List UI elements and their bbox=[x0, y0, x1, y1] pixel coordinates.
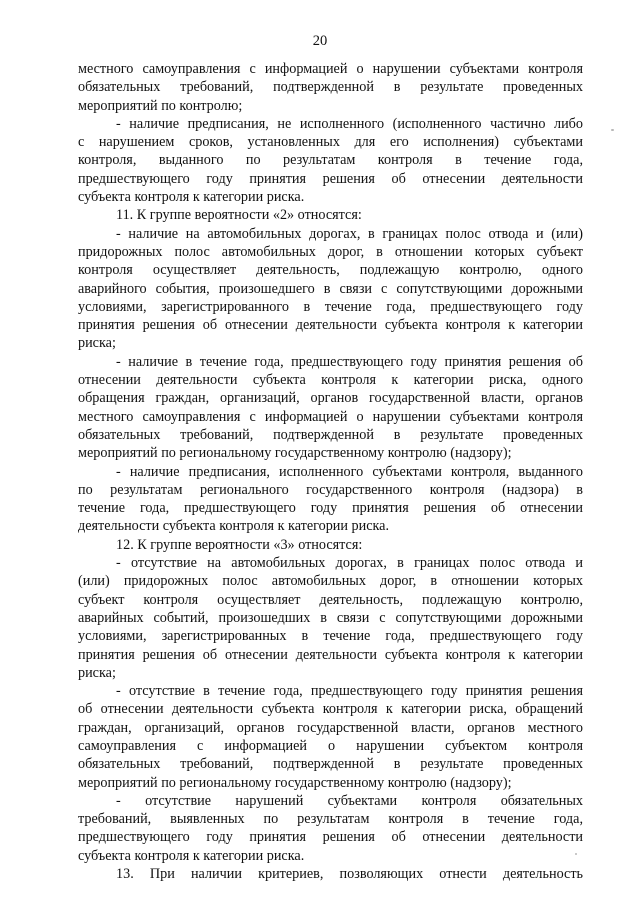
text-line: контроля осуществляет деятельность, подлежащую контролю, одного bbox=[78, 262, 583, 279]
text-line: предшествующего году принятия решения об отнесении деятельности bbox=[78, 829, 583, 846]
text-line: субъекта контроля к категории риска. bbox=[78, 189, 305, 206]
text-line: - наличие в течение года, предшествующего году принятия решения об bbox=[116, 353, 583, 370]
text-line: (или) придорожных полос автомобильных дорог, в отношении которых bbox=[78, 573, 583, 590]
text-line: - наличие предписания, не исполненного (исполненного частично либо bbox=[116, 115, 583, 132]
text-line: самоуправления с информацией о нарушении субъектом контроля bbox=[78, 737, 583, 754]
text-line: принятия решения об отнесении деятельности субъекта контроля к категории bbox=[78, 317, 583, 334]
text-line: мероприятий по региональному государственному контролю (надзору); bbox=[78, 445, 512, 462]
text-line: субъект контроля осуществляет деятельность, подлежащую контролю, bbox=[78, 591, 583, 608]
text-line: предшествующего году принятия решения об отнесении деятельности bbox=[78, 170, 583, 187]
text-line: принятия решения об отнесении деятельности субъекта контроля к категории bbox=[78, 646, 583, 663]
scan-artifact-mark bbox=[575, 853, 577, 855]
text-line: риска; bbox=[78, 664, 116, 681]
text-line: местного самоуправления с информацией о нарушении субъектами контроля bbox=[78, 61, 583, 77]
text-line: аварийного события, произошедшего в связи с сопутствующими дорожными bbox=[78, 280, 583, 297]
text-line: по результатам регионального государственного контроля (надзора) в bbox=[78, 481, 583, 498]
text-line: мероприятий по региональному государственному контролю (надзору); bbox=[78, 774, 512, 791]
text-line: - наличие предписания, исполненного субъектами контроля, выданного bbox=[116, 463, 583, 480]
text-line: обязательных требований, подтвержденной в результате проведенных bbox=[78, 756, 583, 773]
text-line: обращения граждан, организаций, органов государственной власти, органов bbox=[78, 390, 583, 407]
text-line: отнесении деятельности субъекта контроля к категории риска, одного bbox=[78, 372, 583, 389]
text-line: аварийных событий, произошедших в связи с сопутствующими дорожными bbox=[78, 609, 583, 626]
page-number: 20 bbox=[312, 33, 328, 49]
text-line: контроля, выданного по результатам контроля в течение года, bbox=[78, 152, 583, 169]
text-line: 12. К группе вероятности «3» относятся: bbox=[116, 536, 363, 553]
text-line: местного самоуправления с информацией о нарушении субъектами контроля bbox=[78, 408, 583, 425]
text-line: 11. К группе вероятности «2» относятся: bbox=[116, 207, 362, 224]
text-line: течение года, предшествующего году принятия решения об отнесении bbox=[78, 500, 583, 517]
text-line: деятельности субъекта контроля к категории риска. bbox=[78, 518, 390, 535]
text-line: с нарушением сроков, установленных для его исполнения) субъектами bbox=[78, 134, 583, 151]
text-line: условиями, зарегистрированных в течение года, предшествующего году bbox=[78, 628, 583, 645]
text-line: граждан, организаций, органов государственной власти, органов местного bbox=[78, 719, 583, 736]
text-line: обязательных требований, подтвержденной в результате проведенных bbox=[78, 79, 583, 96]
text-line: обязательных требований, подтвержденной в результате проведенных bbox=[78, 426, 583, 443]
text-line: - отсутствие в течение года, предшествующего году принятия решения bbox=[116, 683, 583, 700]
text-line: - наличие на автомобильных дорогах, в границах полос отвода и (или) bbox=[116, 225, 583, 242]
text-line: условиями, зарегистрированного в течение года, предшествующего году bbox=[78, 298, 583, 315]
text-line: 13. При наличии критериев, позволяющих отнести деятельность bbox=[116, 866, 583, 883]
text-line: об отнесении деятельности субъекта контроля к категории риска, обращений bbox=[78, 701, 583, 718]
text-line: - отсутствие на автомобильных дорогах, в границах полос отвода и bbox=[116, 555, 583, 572]
document-body bbox=[78, 60, 583, 883]
text-line: риска; bbox=[78, 335, 116, 352]
text-line: требований, выявленных по результатам контроля в течение года, bbox=[78, 811, 583, 828]
scan-artifact-mark bbox=[611, 129, 614, 131]
text-line: мероприятий по контролю; bbox=[78, 97, 243, 114]
text-line: придорожных полос автомобильных дорог, в отношении которых субъект bbox=[78, 243, 583, 260]
text-line: субъекта контроля к категории риска. bbox=[78, 847, 305, 864]
text-line: - отсутствие нарушений субъектами контроля обязательных bbox=[116, 792, 583, 809]
